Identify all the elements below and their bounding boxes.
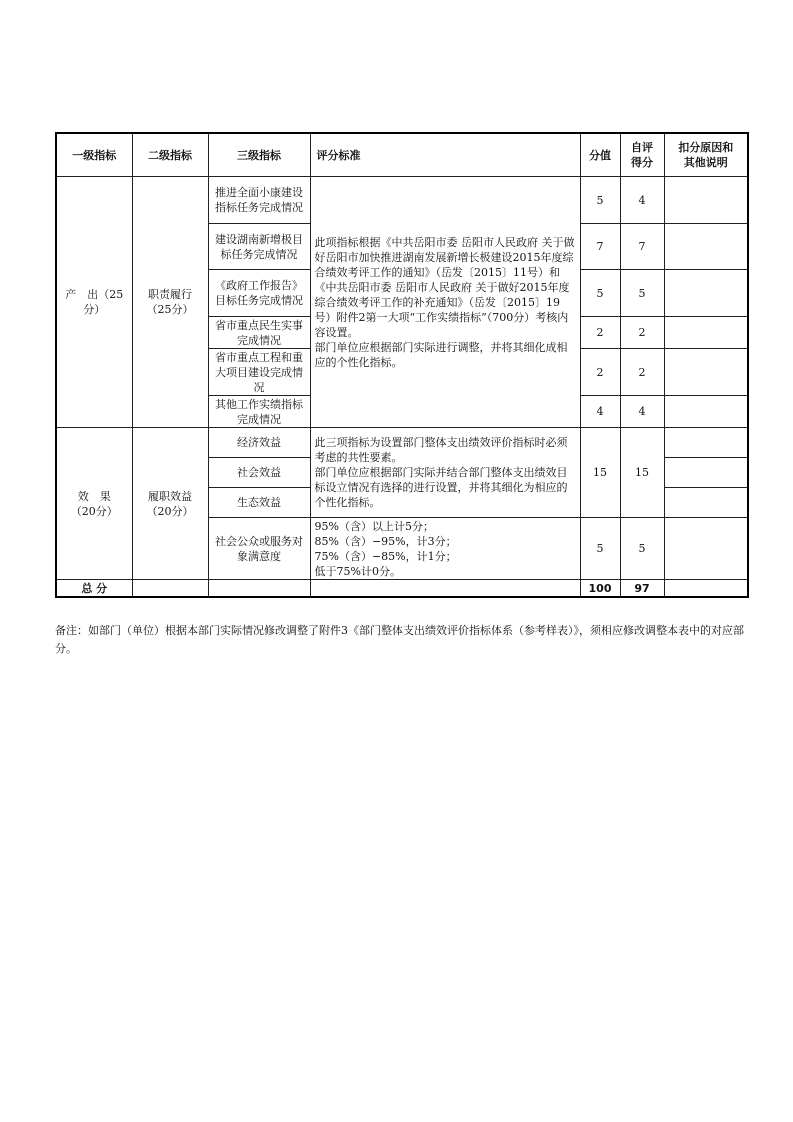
self-score-cell: 5	[620, 270, 664, 317]
score-cell: 2	[580, 317, 620, 349]
self-score-cell: 4	[620, 177, 664, 224]
criteria-line: 75%（含）−85%，计1分；	[314, 549, 457, 563]
level2-benefit	[132, 428, 208, 580]
remark-cell	[664, 224, 748, 270]
score-cell: 15	[580, 428, 620, 518]
level3-item: 生态效益	[208, 488, 310, 518]
criteria-line: 95%（含）以上计5分；	[314, 519, 434, 533]
self-score-cell: 15	[620, 428, 664, 518]
empty-cell	[664, 580, 748, 598]
footnote: 备注：如部门（单位）根据本部门实际情况修改调整了附件3《部门整体支出绩效评价指标体系（参考样表）》，须相应修改调整本表中的对应部分。	[55, 624, 744, 655]
remark-cell	[664, 488, 748, 518]
score-cell: 5	[580, 177, 620, 224]
total-self-score: 97	[620, 580, 664, 598]
level3-item: 省市重点工程和重大项目建设完成情况	[208, 349, 310, 396]
criteria-line: 低于75%计0分。	[314, 564, 401, 578]
total-row	[56, 580, 748, 598]
header-self-line-1: 自评	[631, 141, 653, 154]
remark-cell	[664, 349, 748, 396]
header-level1: 一级指标	[56, 133, 132, 177]
header-level3: 三级指标	[208, 133, 310, 177]
level2-duty-name: 职责履行	[148, 288, 192, 301]
criteria-text	[310, 518, 580, 580]
table-row	[56, 177, 748, 224]
remark-cell	[664, 270, 748, 317]
criteria-paragraph: 部门单位应根据部门实际进行调整，并将其细化成相应的个性化指标。	[314, 340, 568, 369]
header-remark	[664, 133, 748, 177]
criteria-paragraph: 此项指标根据《中共岳阳市委 岳阳市人民政府 关于做好岳阳市加快推进湖南发展新增长极建设2015年度综合绩效考评工作的通知》（岳发〔2015〕11号）和《中共岳阳市委 岳阳市人民政府 关于做好2015年度综合绩效考评工作的补充通知》（岳发〔2015〕19号）附件2第一大项“工作实绩指标”（700分）考核内容设置。	[314, 235, 575, 339]
remark-cell	[664, 428, 748, 458]
remark-cell	[664, 518, 748, 580]
level3-item: 社会公众或服务对象满意度	[208, 518, 310, 580]
level3-item: 经济效益	[208, 428, 310, 458]
level3-item: 《政府工作报告》目标任务完成情况	[208, 270, 310, 317]
level3-item: 社会效益	[208, 458, 310, 488]
level3-item: 推进全面小康建设指标任务完成情况	[208, 177, 310, 224]
header-score: 分值	[580, 133, 620, 177]
score-cell: 5	[580, 518, 620, 580]
remark-cell	[664, 396, 748, 428]
self-score-cell: 2	[620, 317, 664, 349]
header-self-line-2: 得分	[631, 156, 653, 169]
criteria-paragraph: 部门单位应根据部门实际并结合部门整体支出绩效目标设立情况有选择的进行设置，并将其细化为相应的个性化指标。	[314, 466, 568, 509]
level1-effect	[56, 428, 132, 580]
empty-cell	[132, 580, 208, 598]
level1-effect-points: （20分）	[70, 504, 118, 518]
header-remark-line-1: 扣分原因和	[678, 141, 734, 154]
total-label: 总 分	[56, 580, 132, 598]
level1-effect-name: 效 果	[77, 489, 111, 503]
score-cell: 2	[580, 349, 620, 396]
level2-duty-points: （25分）	[146, 303, 194, 316]
self-score-cell: 5	[620, 518, 664, 580]
criteria-text	[310, 428, 580, 518]
score-cell: 4	[580, 396, 620, 428]
self-score-cell: 2	[620, 349, 664, 396]
header-row	[56, 133, 748, 177]
level3-item: 建设湖南新增极目标任务完成情况	[208, 224, 310, 270]
evaluation-table	[55, 132, 749, 598]
level3-item: 省市重点民生实事完成情况	[208, 317, 310, 349]
self-score-cell: 4	[620, 396, 664, 428]
criteria-paragraph: 此三项指标为设置部门整体支出绩效评价指标时必须考虑的共性要素。	[314, 436, 568, 464]
level2-duty	[132, 177, 208, 428]
empty-cell	[310, 580, 580, 598]
level3-item: 其他工作实绩指标完成情况	[208, 396, 310, 428]
total-score: 100	[580, 580, 620, 598]
level2-benefit-points: （20分）	[146, 504, 194, 518]
score-cell: 5	[580, 270, 620, 317]
level1-output: 产 出（25分）	[56, 177, 132, 428]
header-remark-line-2: 其他说明	[683, 156, 728, 169]
level2-benefit-name: 履职效益	[148, 489, 192, 503]
criteria-line: 85%（含）−95%，计3分；	[314, 534, 457, 548]
header-criteria: 评分标准	[310, 133, 580, 177]
table-row	[56, 428, 748, 458]
empty-cell	[208, 580, 310, 598]
remark-cell	[664, 458, 748, 488]
header-level2: 二级指标	[132, 133, 208, 177]
score-cell: 7	[580, 224, 620, 270]
remark-cell	[664, 177, 748, 224]
criteria-text	[310, 177, 580, 428]
remark-cell	[664, 317, 748, 349]
header-self-score	[620, 133, 664, 177]
self-score-cell: 7	[620, 224, 664, 270]
